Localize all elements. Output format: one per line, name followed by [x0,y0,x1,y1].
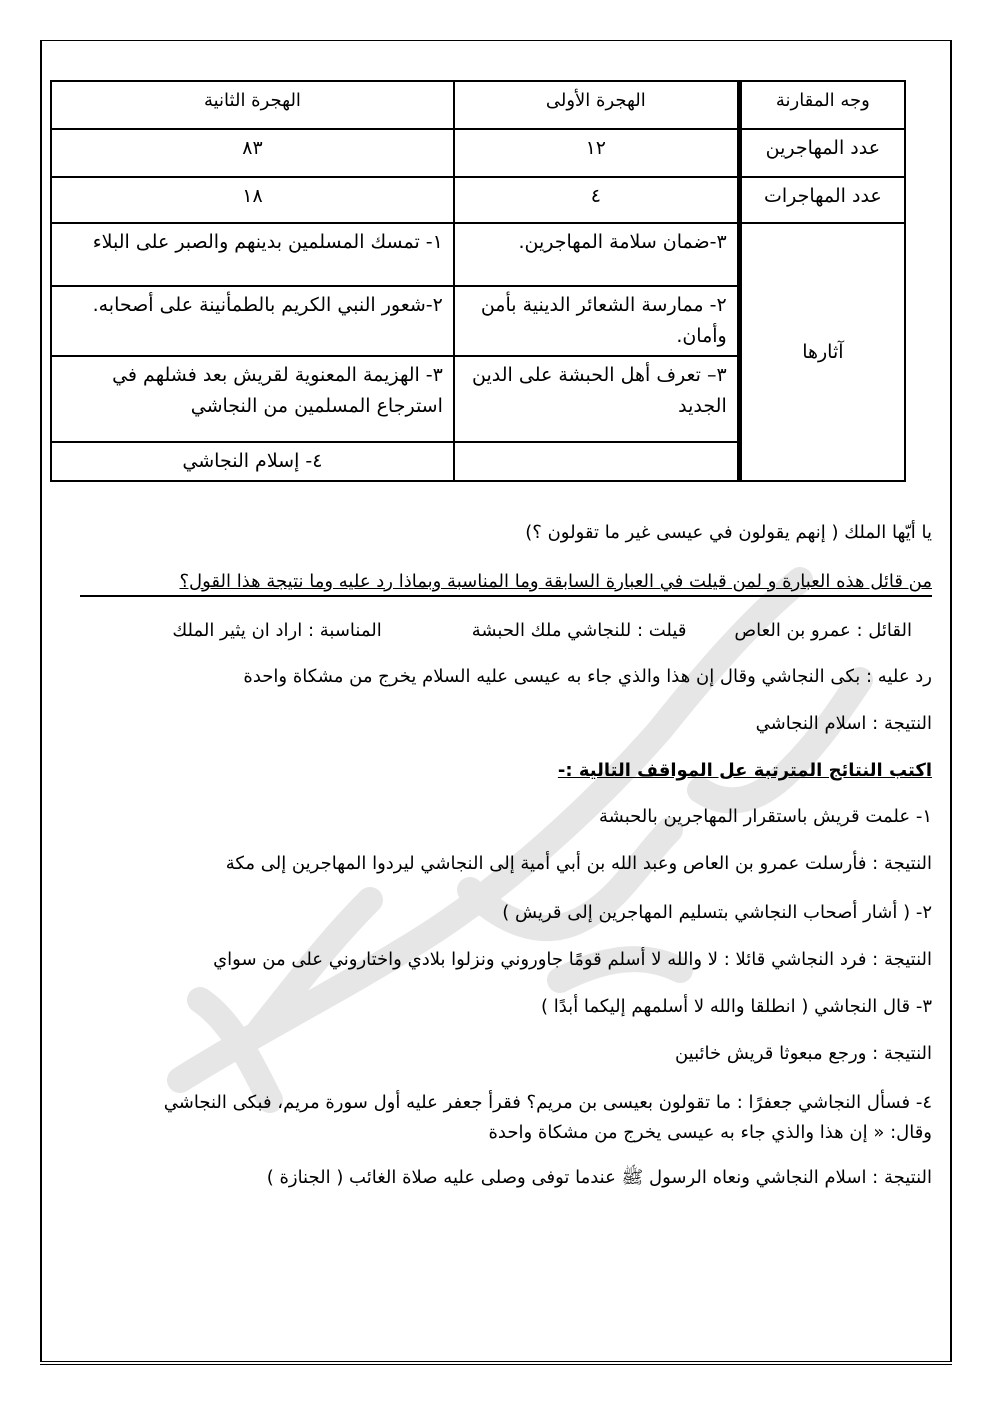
situation-2: ٢- ( أشار أصحاب النجاشي بتسليم المهاجرين إلى قريش ) [502,902,932,923]
row-label-effects: آثارها [739,223,905,481]
question-divider [80,595,932,597]
first-women-count: ٤ [454,177,739,223]
situation-3: ٣- قال النجاشي ( انطلقا والله لا أسلمهم إليكما أبدًا ) [540,996,932,1017]
header-second-hijra: الهجرة الثانية [51,81,454,129]
answer-speaker: القائل : عمرو بن العاص [734,620,912,641]
first-effect-3: ٣– تعرف أهل الحبشة على الدين الجديد [454,356,739,442]
quote-text: يا أيّها الملك ( إنهم يقولون في عيسى غير ما تقولون ؟) [525,522,932,543]
answer-occasion: المناسبة : اراد ان يثير الملك [172,620,382,641]
result-3: النتيجة : ورجع مبعوثا قريش خائبين [674,1043,932,1064]
comparison-table [50,80,906,482]
situation-1: ١- علمت قريش باستقرار المهاجرين بالحبشة [599,806,932,827]
result-2: النتيجة : فرد النجاشي قائلا : لا والله لا أسلم قومًا جاوروني ونزلوا بلادي واختاروني على من سواي [213,949,932,970]
first-effect-1: ٣-ضمان سلامة المهاجرين. [454,223,739,286]
header-aspect: وجه المقارنة [739,81,905,129]
second-effect-4: ٤- إسلام النجاشي [51,442,454,481]
answer-addressee: قيلت : للنجاشي ملك الحبشة [471,620,687,641]
section2-title: اكتب النتائج المترتبة عل المواقف التالية :- [557,760,932,781]
situation-4-line1: ٤- فسأل النجاشي جعفرًا : ما تقولون بعيسى بن مريم؟ فقرأ جعفر عليه أول سورة مريم، فبكى النجاشي [163,1092,932,1113]
row-label-men: عدد المهاجرين [739,129,905,177]
first-effect-4 [454,442,739,481]
second-men-count: ٨٣ [51,129,454,177]
result-4: النتيجة : اسلام النجاشي ونعاه الرسول ﷺ عندما توفى وصلى عليه صلاة الغائب ( الجنازة ) [266,1167,932,1188]
header-first-hijra: الهجرة الأولى [454,81,739,129]
second-effect-1: ١- تمسك المسلمين بدينهم والصبر على البلاء [51,223,454,286]
second-effect-3: ٣- الهزيمة المعنوية لقريش بعد فشلهم في استرجاع المسلمين من النجاشي [51,356,454,442]
row-label-women: عدد المهاجرات [739,177,905,223]
first-effect-2: ٢- ممارسة الشعائر الدينية بأمن وأمان. [454,286,739,356]
first-men-count: ١٢ [454,129,739,177]
answer-result: النتيجة : اسلام النجاشي [755,713,932,734]
answer-reply: رد عليه : بكى النجاشي وقال إن هذا والذي جاء به عيسى عليه السلام يخرج من مشكاة واحدة [243,666,932,687]
second-women-count: ١٨ [51,177,454,223]
result-1: النتيجة : فأرسلت عمرو بن العاص وعبد الله بن أبي أمية إلى النجاشي ليردوا المهاجرين إلى مكة [225,853,932,874]
quote-answer-line [60,620,912,641]
situation-4-line2: وقال: « إن هذا والذي جاء به عيسى يخرج من مشكاة واحدة [488,1122,932,1143]
quote-question: من قائل هذه العبارة و لمن قيلت في العبارة السابقة وما المناسبة وبماذا رد عليه وما نتيجة هذا القول؟ [179,571,932,592]
second-effect-2: ٢-شعور النبي الكريم بالطمأنينة على أصحابه. [51,286,454,356]
